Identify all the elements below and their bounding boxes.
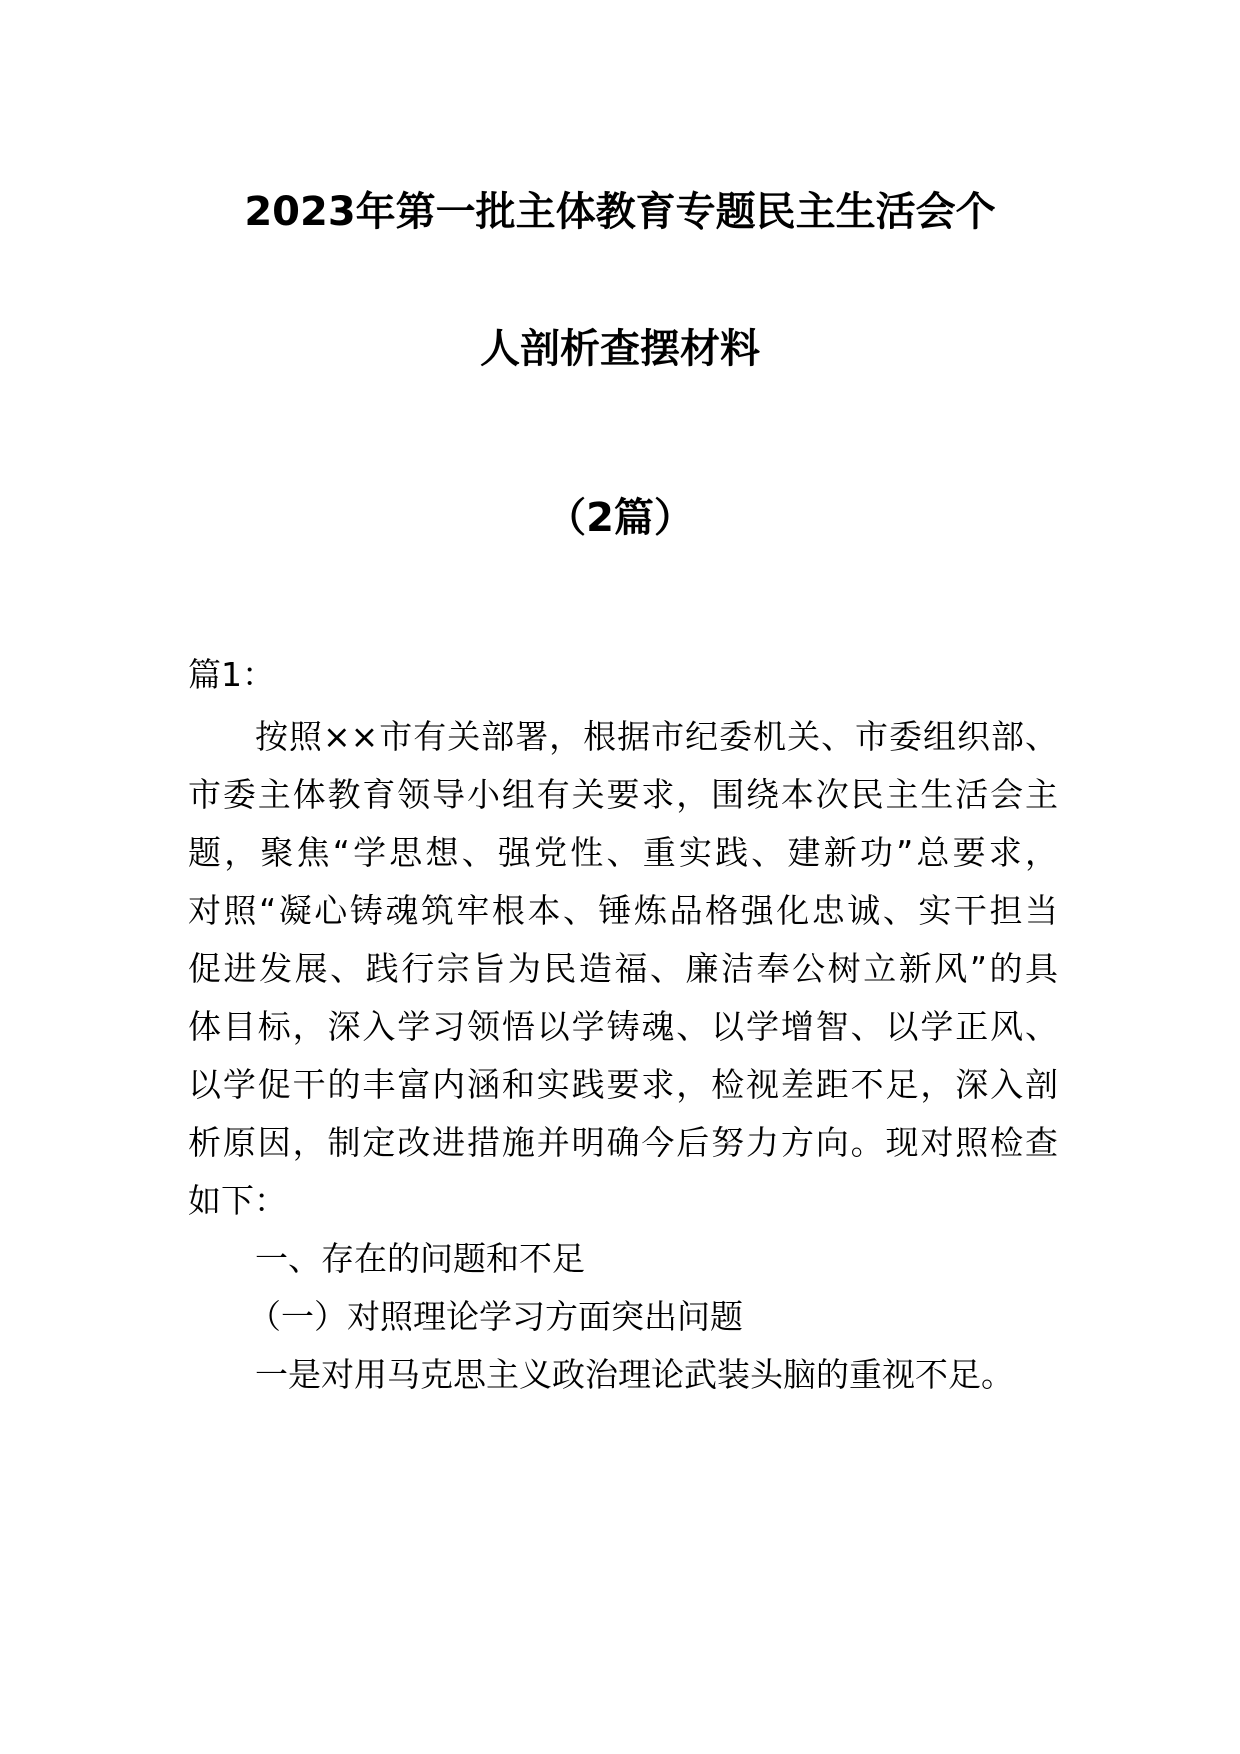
section-heading: 一、存在的问题和不足	[255, 1239, 585, 1278]
subsection-heading: （一）对照理论学习方面突出问题	[248, 1297, 743, 1336]
paragraph-line: 题，聚焦“学思想、强党性、重实践、建新功”总要求，	[188, 833, 1058, 872]
paragraph-line: 市委主体教育领导小组有关要求，围绕本次民主生活会主	[188, 775, 1058, 814]
paragraph-line: 析原因，制定改进措施并明确今后努力方向。现对照检查	[188, 1123, 1058, 1162]
paragraph-line: 以学促干的丰富内涵和实践要求，检视差距不足，深入剖	[188, 1065, 1058, 1104]
paragraph-line: 促进发展、践行宗旨为民造福、廉洁奉公树立新风”的具	[188, 949, 1058, 988]
section-label: 篇1：	[188, 655, 275, 694]
paragraph-line: 对照“凝心铸魂筑牢根本、锤炼品格强化忠诚、实干担当	[188, 891, 1058, 930]
document-title-line-2: 人剖析查摆材料	[480, 326, 760, 372]
document-subtitle: （2篇）	[546, 495, 694, 541]
paragraph-line: 按照××市有关部署，根据市纪委机关、市委组织部、	[255, 717, 1058, 756]
paragraph-line: 体目标，深入学习领悟以学铸魂、以学增智、以学正风、	[188, 1007, 1058, 1046]
document-title-line-1: 2023年第一批主体教育专题民主生活会个	[244, 189, 996, 235]
point-text: 一是对用马克思主义政治理论武装头脑的重视不足。	[255, 1355, 1014, 1394]
paragraph-line: 如下：	[188, 1181, 287, 1220]
